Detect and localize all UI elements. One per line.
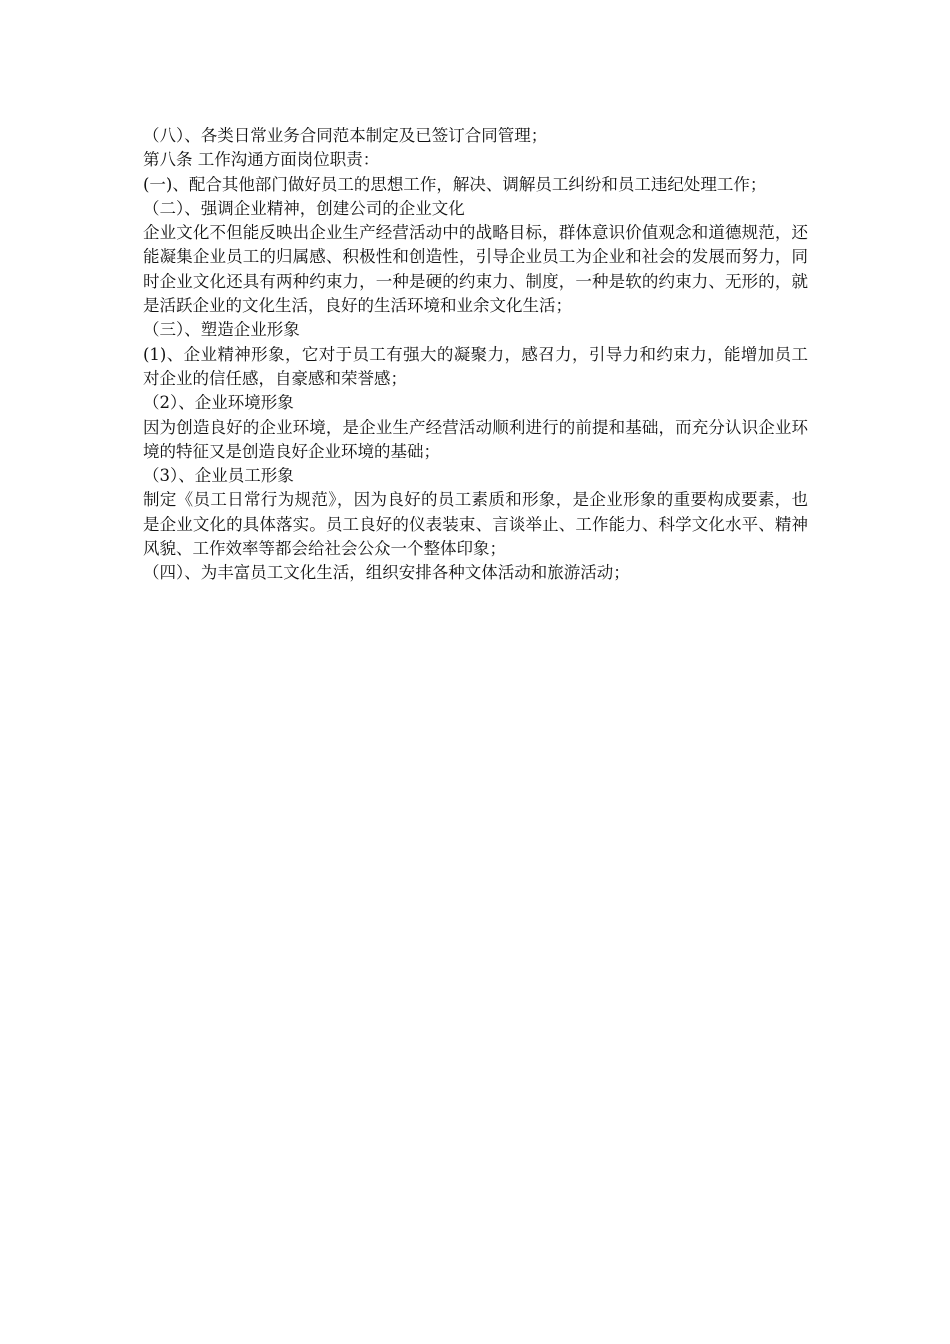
paragraph-item-two-heading: （二）、强调企业精神，创建公司的企业文化 — [143, 198, 465, 218]
paragraph-item-three-heading: （三）、塑造企业形象 — [143, 320, 300, 340]
paragraph-employee-image-heading: （3）、企业员工形象 — [143, 466, 294, 486]
paragraph-environment-heading: （2）、企业环境形象 — [143, 393, 294, 413]
paragraph-corporate-culture: 企业文化不但能反映出企业生产经营活动中的战略目标，群体意识价值观念和道德规范，还能凝集企业员工的归属感、积极性和创造性，引导企业员工为企业和社会的发展而努力，同时企业文化还具有两种约束力，一种是硬的约束力、制度，一种是软的约束力、无形的，就是活跃企业的文化生活，良好的生活环境和业余文化生活； — [143, 223, 808, 316]
paragraph-employee-image-text: 制定《员工日常行为规范》，因为良好的员工素质和形象，是企业形象的重要构成要素，也是企业文化的具体落实。员工良好的仪表装束、言谈举止、工作能力、科学文化水平、精神风貌、工作效率等都会给社会公众一个整体印象； — [143, 490, 808, 559]
paragraph-item-four: （四）、为丰富员工文化生活，组织安排各种文体活动和旅游活动； — [143, 563, 630, 583]
paragraph-contract-management: （八）、各类日常业务合同范本制定及已签订合同管理； — [143, 126, 548, 145]
paragraph-environment-text: 因为创造良好的企业环境，是企业生产经营活动顺利进行的前提和基础，而充分认识企业环境的特征又是创造良好企业环境的基础； — [143, 417, 808, 461]
paragraph-article-eight-heading: 第八条 工作沟通方面岗位职责： — [143, 150, 380, 170]
document-body — [143, 124, 808, 586]
paragraph-spirit-image: (1)、企业精神形象，它对于员工有强大的凝聚力，感召力，引导力和约束力，能增加员工对企业的信任感，自豪感和荣誉感； — [143, 344, 808, 388]
paragraph-item-one: (一)、配合其他部门做好员工的思想工作，解决、调解员工纠纷和员工违纪处理工作； — [143, 174, 767, 194]
